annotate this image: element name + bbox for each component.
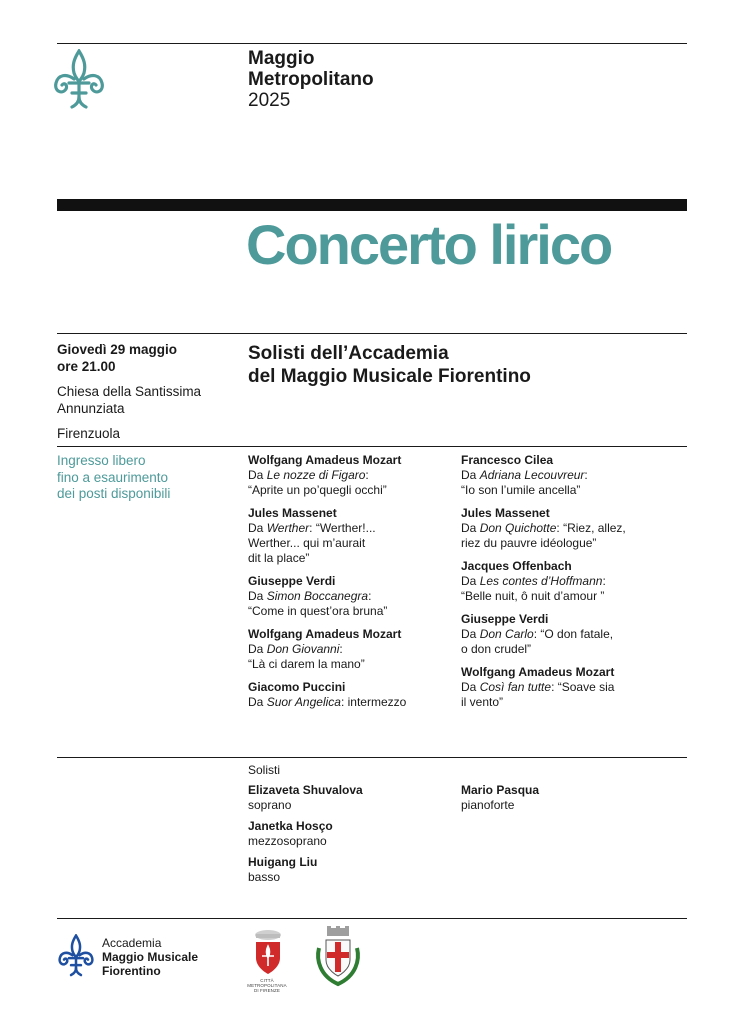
work-title: Don Giovanni [266, 642, 340, 656]
program-work: Da Così fan tutte: “Soave sia [461, 680, 615, 694]
top-rule [57, 43, 687, 44]
brand-name [248, 48, 374, 111]
program-item [461, 559, 671, 604]
aria-title: Werther... qui m’aurait [248, 536, 366, 550]
program-work: Da Le nozze di Figaro: [248, 468, 369, 482]
program-item [461, 612, 671, 657]
soloist [461, 783, 671, 813]
program-item [461, 453, 671, 498]
composer-name: Wolfgang Amadeus Mozart [248, 627, 402, 641]
program-item [461, 665, 671, 710]
aria-title: “Come in quest’ora bruna” [248, 604, 388, 618]
program-column-left [248, 453, 458, 718]
aria-title: “Belle nuit, ô nuit d’amour ” [461, 589, 605, 603]
admission-line3: dei posti disponibili [57, 486, 171, 501]
composer-name: Giuseppe Verdi [248, 574, 336, 588]
subtitle-line1: Solisti dell’Accademia [248, 343, 449, 364]
program-item [248, 506, 458, 566]
soloist-role: pianoforte [461, 798, 515, 812]
soloist-role: mezzosoprano [248, 834, 327, 848]
municipal-crest-icon [314, 926, 362, 995]
program-work: Da Les contes d’Hoffmann: [461, 574, 606, 588]
aria-title: riez du pauvre idéologue” [461, 536, 597, 550]
program-work: Da Don Carlo: “O don fatale, [461, 627, 614, 641]
soloist-role: basso [248, 870, 281, 884]
soloist-name: Elizaveta Shuvalova [248, 783, 363, 797]
composer-name: Jules Massenet [461, 506, 550, 520]
aria-title: “Aprite un po’quegli occhi” [248, 483, 387, 497]
work-title: Don Carlo [479, 627, 534, 641]
program-item [248, 680, 458, 710]
soloist-role: soprano [248, 798, 292, 812]
soloists-heading: Solisti [248, 763, 281, 777]
metro-city-text: CITTÀ METROPOLITANA DI FIRENZE [247, 978, 287, 993]
aria-title: “Là ci darem la mano” [248, 657, 365, 671]
soloist [248, 783, 458, 813]
event-rule [57, 333, 687, 334]
program-rule [57, 446, 687, 447]
academy-line3: Fiorentino [102, 964, 161, 978]
fleur-de-lis-icon [52, 49, 106, 116]
work-title: Werther [266, 521, 310, 535]
subtitle [248, 342, 531, 388]
academy-logo-text [102, 936, 198, 978]
program-work: Da Simon Boccanegra: [248, 589, 372, 603]
soloist-name: Janetka Hosço [248, 819, 333, 833]
program-column-right [461, 453, 671, 718]
event-info [57, 341, 201, 442]
soloist-name: Mario Pasqua [461, 783, 540, 797]
aria-title: il vento” [461, 695, 504, 709]
title-bar [57, 199, 687, 211]
aria-title: “Io son l’umile ancella” [461, 483, 581, 497]
program-work: Da Suor Angelica: intermezzo [248, 695, 407, 709]
composer-name: Jacques Offenbach [461, 559, 572, 573]
program-item [248, 627, 458, 672]
composer-name: Jules Massenet [248, 506, 337, 520]
composer-name: Giacomo Puccini [248, 680, 346, 694]
aria-title: dit la place” [248, 551, 310, 565]
academy-line2: Maggio Musicale [102, 950, 199, 964]
soloist-name: Huigang Liu [248, 855, 318, 869]
soloists-column-left [248, 783, 458, 891]
academy-fleur-icon [57, 934, 95, 983]
program-item [248, 574, 458, 619]
soloist [248, 819, 458, 849]
footer-rule [57, 918, 687, 919]
program-item [248, 453, 458, 498]
work-title: Così fan tutte [479, 680, 552, 694]
event-date: Giovedì 29 maggio [57, 342, 178, 357]
brand-line2: Metropolitano [248, 69, 374, 90]
composer-name: Wolfgang Amadeus Mozart [461, 665, 615, 679]
work-title: Les contes d’Hoffmann [479, 574, 603, 588]
admission-line2: fino a esaurimento [57, 469, 169, 485]
event-venue-line2: Annunziata [57, 401, 125, 416]
soloists-column-right [461, 783, 671, 819]
work-title: Simon Boccanegra [266, 589, 369, 603]
event-time: ore 21.00 [57, 359, 116, 374]
metro-city-crest-icon [248, 928, 288, 985]
composer-name: Giuseppe Verdi [461, 612, 549, 626]
admission-line1: Ingresso libero [57, 453, 146, 468]
soloist [248, 855, 458, 885]
soloists-rule [57, 757, 687, 758]
brand-line1: Maggio [248, 48, 315, 69]
program-work: Da Don Quichotte: “Riez, allez, [461, 521, 626, 535]
brand-year: 2025 [248, 90, 291, 111]
aria-title: o don crudel” [461, 642, 532, 656]
program-work: Da Don Giovanni: [248, 642, 343, 656]
academy-line1: Accademia [102, 936, 162, 950]
work-title: Adriana Lecouvreur [479, 468, 585, 482]
admission-note [57, 453, 170, 503]
page-title: Concerto lirico [246, 213, 612, 276]
program-work: Da Werther: “Werther!... [248, 521, 376, 535]
composer-name: Wolfgang Amadeus Mozart [248, 453, 402, 467]
program-work: Da Adriana Lecouvreur: [461, 468, 588, 482]
work-title: Don Quichotte [479, 521, 557, 535]
work-title: Le nozze di Figaro [266, 468, 366, 482]
work-title: Suor Angelica [266, 695, 341, 709]
subtitle-line2: del Maggio Musicale Fiorentino [248, 366, 531, 387]
program-item [461, 506, 671, 551]
event-city: Firenzuola [57, 426, 121, 441]
event-venue-line1: Chiesa della Santissima [57, 384, 202, 399]
composer-name: Francesco Cilea [461, 453, 554, 467]
